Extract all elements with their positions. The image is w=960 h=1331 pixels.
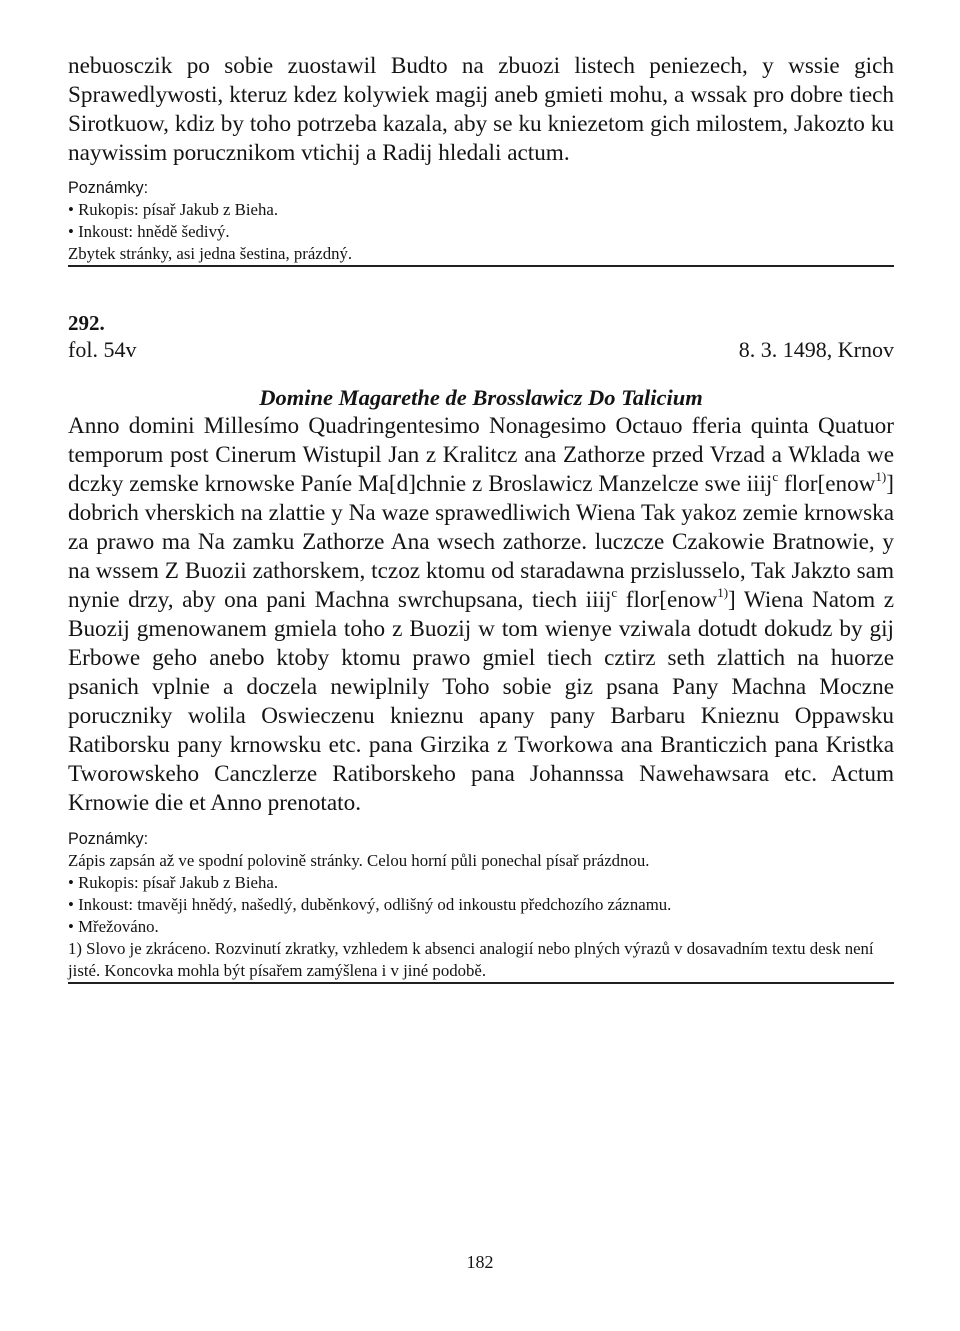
note-line: • Inkoust: hnědě šedivý. xyxy=(68,222,230,241)
folio-label: fol. 54v xyxy=(68,337,137,362)
entry-header-row xyxy=(68,336,894,364)
entry-text xyxy=(68,412,894,818)
entry-text-part: Anno domini Millesímo Quadringentesimo Nonagesimo Octauo fferia quinta Quatuor temporum post Cinerum Wistupil Jan z Kralitcz ana Zathorze przed Vrzad a Wklada we dczky zemske krnowske Paníe Ma[d]chnie z Broslawicz Manzelcze swe iiij xyxy=(68,413,894,497)
notes-block-1 xyxy=(68,199,894,265)
date-place: 8. 3. 1498, Krnov xyxy=(738,337,894,362)
top-paragraph: nebuosczik po sobie zuostawil Budto na zbuozi listech peniezech, y wssie gich Sprawedlywosti, kteruz kdez kolywiek magij aneb gmieti mohu, a wssak pro dobre tiech Sirotkuow, kdiz by toho potrzeba kazala, aby se ku kniezetom gich milostem, Jakozto ku naywissim porucznikom vtichij a Radij hledali actum. xyxy=(68,53,894,166)
note-line: Zbytek stránky, asi jedna šestina, prázdný. xyxy=(68,244,353,263)
entry-text-part: flor[enow xyxy=(778,471,876,497)
note-line: • Rukopis: písař Jakub z Bieha. xyxy=(68,200,279,219)
entry-text-part: flor[enow xyxy=(617,587,718,613)
notes-heading-1: Poznámky: xyxy=(68,179,149,197)
entry-text-part: ] Wiena Natom z Buozij gmenowanem gmiela toho z Buozij w tom wienye vziwala dotudt dokudz by gij Erbowe geho anebo ktoby ktomu prawo gmiel tiech cztirz seth zlattich na huorze psanich vplnie a doczela newiplnily Toho sobie giz psana Pany Machna Moczne porucznikу wolila Oswieczenu knieznu apany pany Barbaru Knieznu Oppawsku Ratiborsku pany krnowsku etc. pana Girzika z Tworkowa ana Branticzich pana Kristka Tworowskeho Canczlerze Ratiborskeho pana Johannssa Nawehawsara etc. Actum Krnowie die et Anno prenotato. xyxy=(68,587,894,816)
superscript: c xyxy=(772,469,779,485)
divider-rule xyxy=(68,982,894,984)
note-line: • Inkoust: tmavěji hnědý, našedlý, duběnkový, odlišný od inkoustu předchozího záznamu. xyxy=(68,895,672,914)
page-number: 182 xyxy=(466,1252,494,1272)
entry-text-part: ] dobrich vherskich na zlattie y Na waze sprawedliwich Wiena Tak yakoz zemie krnowska za prawo ma Na zamku Zathorze Ana wsech zathorze. luczcze Czakowie Bratnowie, y na wssem Z Buozii zathorskem, tczoz ktomu od staradawna przislusselo, Tak Jakzto sam nynie drzy, aby ona pani Machna swrchupsana, tiech iiij xyxy=(68,471,894,613)
footnote-ref: 1) xyxy=(717,585,729,601)
footnote-ref: 1) xyxy=(875,469,887,485)
superscript: c xyxy=(611,585,618,601)
notes-heading-2: Poznámky: xyxy=(68,830,149,848)
entry-number: 292. xyxy=(68,311,105,335)
entry-title: Domine Magarethe de Brosslawicz Do Talicium xyxy=(259,385,703,410)
document-page xyxy=(68,52,894,984)
note-line: • Mřežováno. xyxy=(68,917,159,936)
notes-block-2 xyxy=(68,850,894,982)
note-line: 1) Slovo je zkráceno. Rozvinutí zkratky, vzhledem k absenci analogií nebo plných výrazů v dosavadním textu desk není jisté. Koncovka mohla být písařem zamýšlena i v jiné podobě. xyxy=(68,939,874,980)
note-line: • Rukopis: písař Jakub z Bieha. xyxy=(68,873,279,892)
note-line: Zápis zapsán až ve spodní polovině stránky. Celou horní půli ponechal písař prázdnou. xyxy=(68,851,650,870)
